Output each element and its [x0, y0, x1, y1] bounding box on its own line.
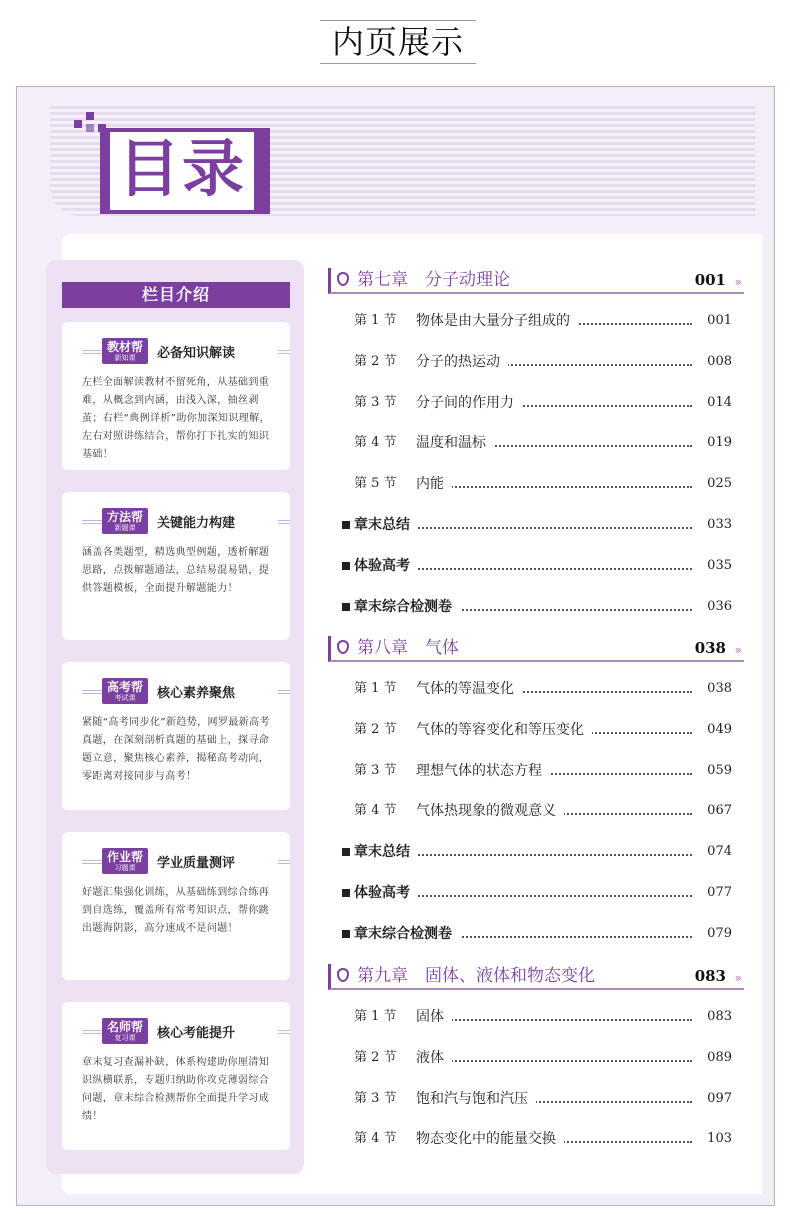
toc-special-entry[interactable] — [340, 841, 732, 863]
card-header — [82, 504, 278, 534]
toc-special-entry[interactable] — [340, 596, 732, 618]
column-card — [62, 832, 290, 980]
section-number: 第 3 节 — [354, 1090, 397, 1106]
section-page: 033 — [707, 517, 732, 532]
card-header — [82, 844, 278, 874]
section-page: 089 — [707, 1049, 732, 1065]
chevron-right-icon: » — [734, 275, 742, 289]
column-name: 学业质量测评 — [157, 856, 236, 871]
section-number: 第 2 节 — [354, 721, 397, 737]
toc-section-entry[interactable] — [340, 473, 732, 495]
divider — [82, 1030, 102, 1034]
section-page: 038 — [707, 681, 732, 696]
divider — [82, 860, 102, 864]
toc-section-entry[interactable] — [340, 800, 732, 822]
dot-leader — [416, 1060, 692, 1062]
flask-icon — [337, 640, 349, 654]
divider — [82, 350, 102, 354]
section-page: 103 — [707, 1131, 732, 1147]
column-name: 核心素养聚焦 — [157, 686, 236, 701]
badge-label: 方法帮 — [107, 510, 144, 524]
column-description: 紧随“高考同步化”新趋势，网罗最新高考真题，在深刻剖析真题的基础上，探寻命题立意，聚焦核心素养，揭秘高考动向，零距离对接同步与高考！ — [82, 717, 270, 782]
square-bullet-icon — [342, 848, 350, 856]
section-page: 097 — [707, 1090, 732, 1106]
square-bullet-icon — [342, 521, 350, 529]
section-title: 气体的等容变化和等压变化 — [416, 719, 592, 741]
toc-section-entry[interactable] — [340, 392, 732, 414]
section-page: 035 — [707, 557, 732, 573]
chapter-heading[interactable] — [328, 964, 744, 990]
section-page: 014 — [707, 394, 732, 410]
decor-square — [86, 124, 94, 132]
toc-section-entry[interactable] — [340, 719, 732, 741]
divider — [278, 1030, 290, 1034]
section-number: 第 2 节 — [354, 1049, 397, 1065]
card-header — [82, 674, 278, 704]
chapter-title: 第八章 气体 — [357, 638, 459, 658]
section-title: 温度和温标 — [416, 432, 494, 454]
divider — [82, 520, 102, 524]
square-bullet-icon — [342, 930, 350, 938]
toc-section-entry[interactable] — [340, 1047, 732, 1069]
square-bullet-icon — [342, 603, 350, 611]
badge-label: 作业帮 — [107, 850, 144, 864]
toc-section-entry[interactable] — [340, 1088, 732, 1110]
section-page: 025 — [707, 476, 732, 492]
section-page: 067 — [707, 803, 732, 819]
chevron-right-icon: » — [734, 971, 742, 985]
column-badge — [102, 848, 148, 874]
section-title: 液体 — [416, 1047, 452, 1069]
section-number: 第 1 节 — [354, 1009, 397, 1024]
section-title: 饱和汽与饱和汽压 — [416, 1088, 536, 1110]
divider — [278, 520, 290, 524]
badge-sub: 考试课 — [114, 694, 136, 702]
column-name: 核心考能提升 — [157, 1026, 236, 1041]
toc-section-entry[interactable] — [340, 351, 732, 373]
section-page: 079 — [707, 925, 732, 941]
section-page: 083 — [707, 1009, 732, 1024]
divider — [82, 690, 102, 694]
badge-label: 名师帮 — [107, 1020, 144, 1034]
card-header — [82, 1014, 278, 1044]
section-page: 008 — [707, 353, 732, 369]
section-title: 气体热现象的微观意义 — [416, 800, 564, 822]
column-intro-title: 栏目介绍 — [62, 282, 290, 308]
section-number: 第 3 节 — [354, 762, 397, 778]
section-title: 分子的热运动 — [416, 351, 508, 373]
section-title: 固体 — [416, 1006, 452, 1028]
badge-label: 教材帮 — [107, 340, 144, 354]
toc-section-entry[interactable] — [340, 432, 732, 454]
flask-icon — [337, 272, 349, 286]
section-title: 物态变化中的能量交换 — [416, 1128, 564, 1150]
decor-square — [74, 120, 82, 128]
dot-leader — [416, 486, 692, 488]
flask-icon — [337, 968, 349, 982]
badge-sub: 习题课 — [114, 864, 136, 872]
section-number: 第 4 节 — [354, 803, 397, 819]
section-page: 077 — [707, 885, 732, 900]
column-card — [62, 662, 290, 810]
divider — [278, 860, 290, 864]
square-bullet-icon — [342, 889, 350, 897]
section-number: 第 4 节 — [354, 1131, 397, 1147]
column-badge — [102, 1018, 148, 1044]
section-page: 019 — [707, 435, 732, 451]
column-name: 关键能力构建 — [157, 516, 236, 531]
section-title: 章末综合检测卷 — [354, 923, 460, 945]
chevron-right-icon: » — [734, 643, 742, 657]
column-name: 必备知识解读 — [157, 346, 236, 361]
section-page: 036 — [707, 598, 732, 614]
section-title: 体验高考 — [354, 555, 418, 577]
section-page: 074 — [707, 844, 732, 860]
column-description: 左栏全面解读教材不留死角，从基础到重难，从概念到内涵，由浅入深，抽丝剥茧；右栏“典例详析”助你加深知识理解，左右对照讲练结合，帮你打下扎实的知识基础！ — [82, 377, 270, 460]
column-description: 涵盖各类题型，精选典型例题，透析解题思路，点拨解题通法，总结易混易错，提供答题模板，全面提升解题能力！ — [82, 547, 270, 594]
section-number: 第 1 节 — [354, 681, 397, 696]
card-header — [82, 334, 278, 364]
section-number: 第 1 节 — [354, 313, 397, 328]
toc-section-entry[interactable] — [340, 310, 732, 332]
square-bullet-icon — [342, 562, 350, 570]
column-description: 章末复习查漏补缺，体系构建助你厘清知识纵横联系，专题归纳助你攻克薄弱综合问题，章末综合检测帮你全面提升学习成绩！ — [82, 1057, 270, 1122]
section-title: 体验高考 — [354, 882, 418, 904]
column-badge — [102, 678, 148, 704]
badge-label: 高考帮 — [107, 680, 144, 694]
dot-leader — [416, 1019, 692, 1021]
page-title: 内页展示 — [320, 20, 476, 64]
chapter-page: 083 — [694, 967, 726, 985]
page-header — [0, 0, 790, 80]
section-number: 第 3 节 — [354, 394, 397, 410]
section-number: 第 5 节 — [354, 476, 397, 492]
toc-section-entry[interactable] — [340, 760, 732, 782]
column-card — [62, 1002, 290, 1150]
chapter-heading[interactable] — [328, 268, 744, 294]
section-page: 059 — [707, 762, 732, 778]
column-description: 好题汇集强化训练，从基础练到综合练再到自选练，覆盖所有常考知识点，帮你跳出题海阴影，高分速成不是问题！ — [82, 887, 270, 934]
section-title: 理想气体的状态方程 — [416, 760, 550, 782]
toc-special-entry[interactable] — [340, 923, 732, 945]
badge-sub: 复习课 — [114, 1034, 136, 1042]
chapter-heading[interactable] — [328, 636, 744, 662]
section-title: 气体的等温变化 — [416, 678, 522, 700]
section-number: 第 4 节 — [354, 435, 397, 451]
chapter-title: 第七章 分子动理论 — [357, 270, 510, 290]
section-title: 分子间的作用力 — [416, 392, 522, 414]
chapter-title: 第九章 固体、液体和物态变化 — [357, 966, 595, 986]
column-badge — [102, 508, 148, 534]
column-card — [62, 322, 290, 470]
divider — [278, 690, 290, 694]
section-page: 001 — [707, 313, 732, 328]
toc-special-entry[interactable] — [340, 882, 732, 904]
divider — [278, 350, 290, 354]
section-title: 物体是由大量分子组成的 — [416, 310, 578, 332]
section-title: 章末综合检测卷 — [354, 596, 460, 618]
contents-heading: 目录 — [100, 128, 270, 214]
toc-section-entry[interactable] — [340, 1006, 732, 1028]
toc-special-entry[interactable] — [340, 514, 732, 536]
column-badge — [102, 338, 148, 364]
toc-section-entry[interactable] — [340, 678, 732, 700]
decor-square — [86, 112, 94, 120]
section-number: 第 2 节 — [354, 353, 397, 369]
badge-sub: 新知课 — [114, 354, 136, 362]
toc-special-entry[interactable] — [340, 555, 732, 577]
section-title: 章末总结 — [354, 514, 418, 536]
toc-section-entry[interactable] — [340, 1128, 732, 1150]
column-card — [62, 492, 290, 640]
section-title: 章末总结 — [354, 841, 418, 863]
chapter-page: 001 — [694, 271, 726, 289]
section-title: 内能 — [416, 473, 452, 495]
chapter-page: 038 — [694, 639, 726, 657]
section-page: 049 — [707, 721, 732, 737]
badge-sub: 新题课 — [114, 524, 136, 532]
